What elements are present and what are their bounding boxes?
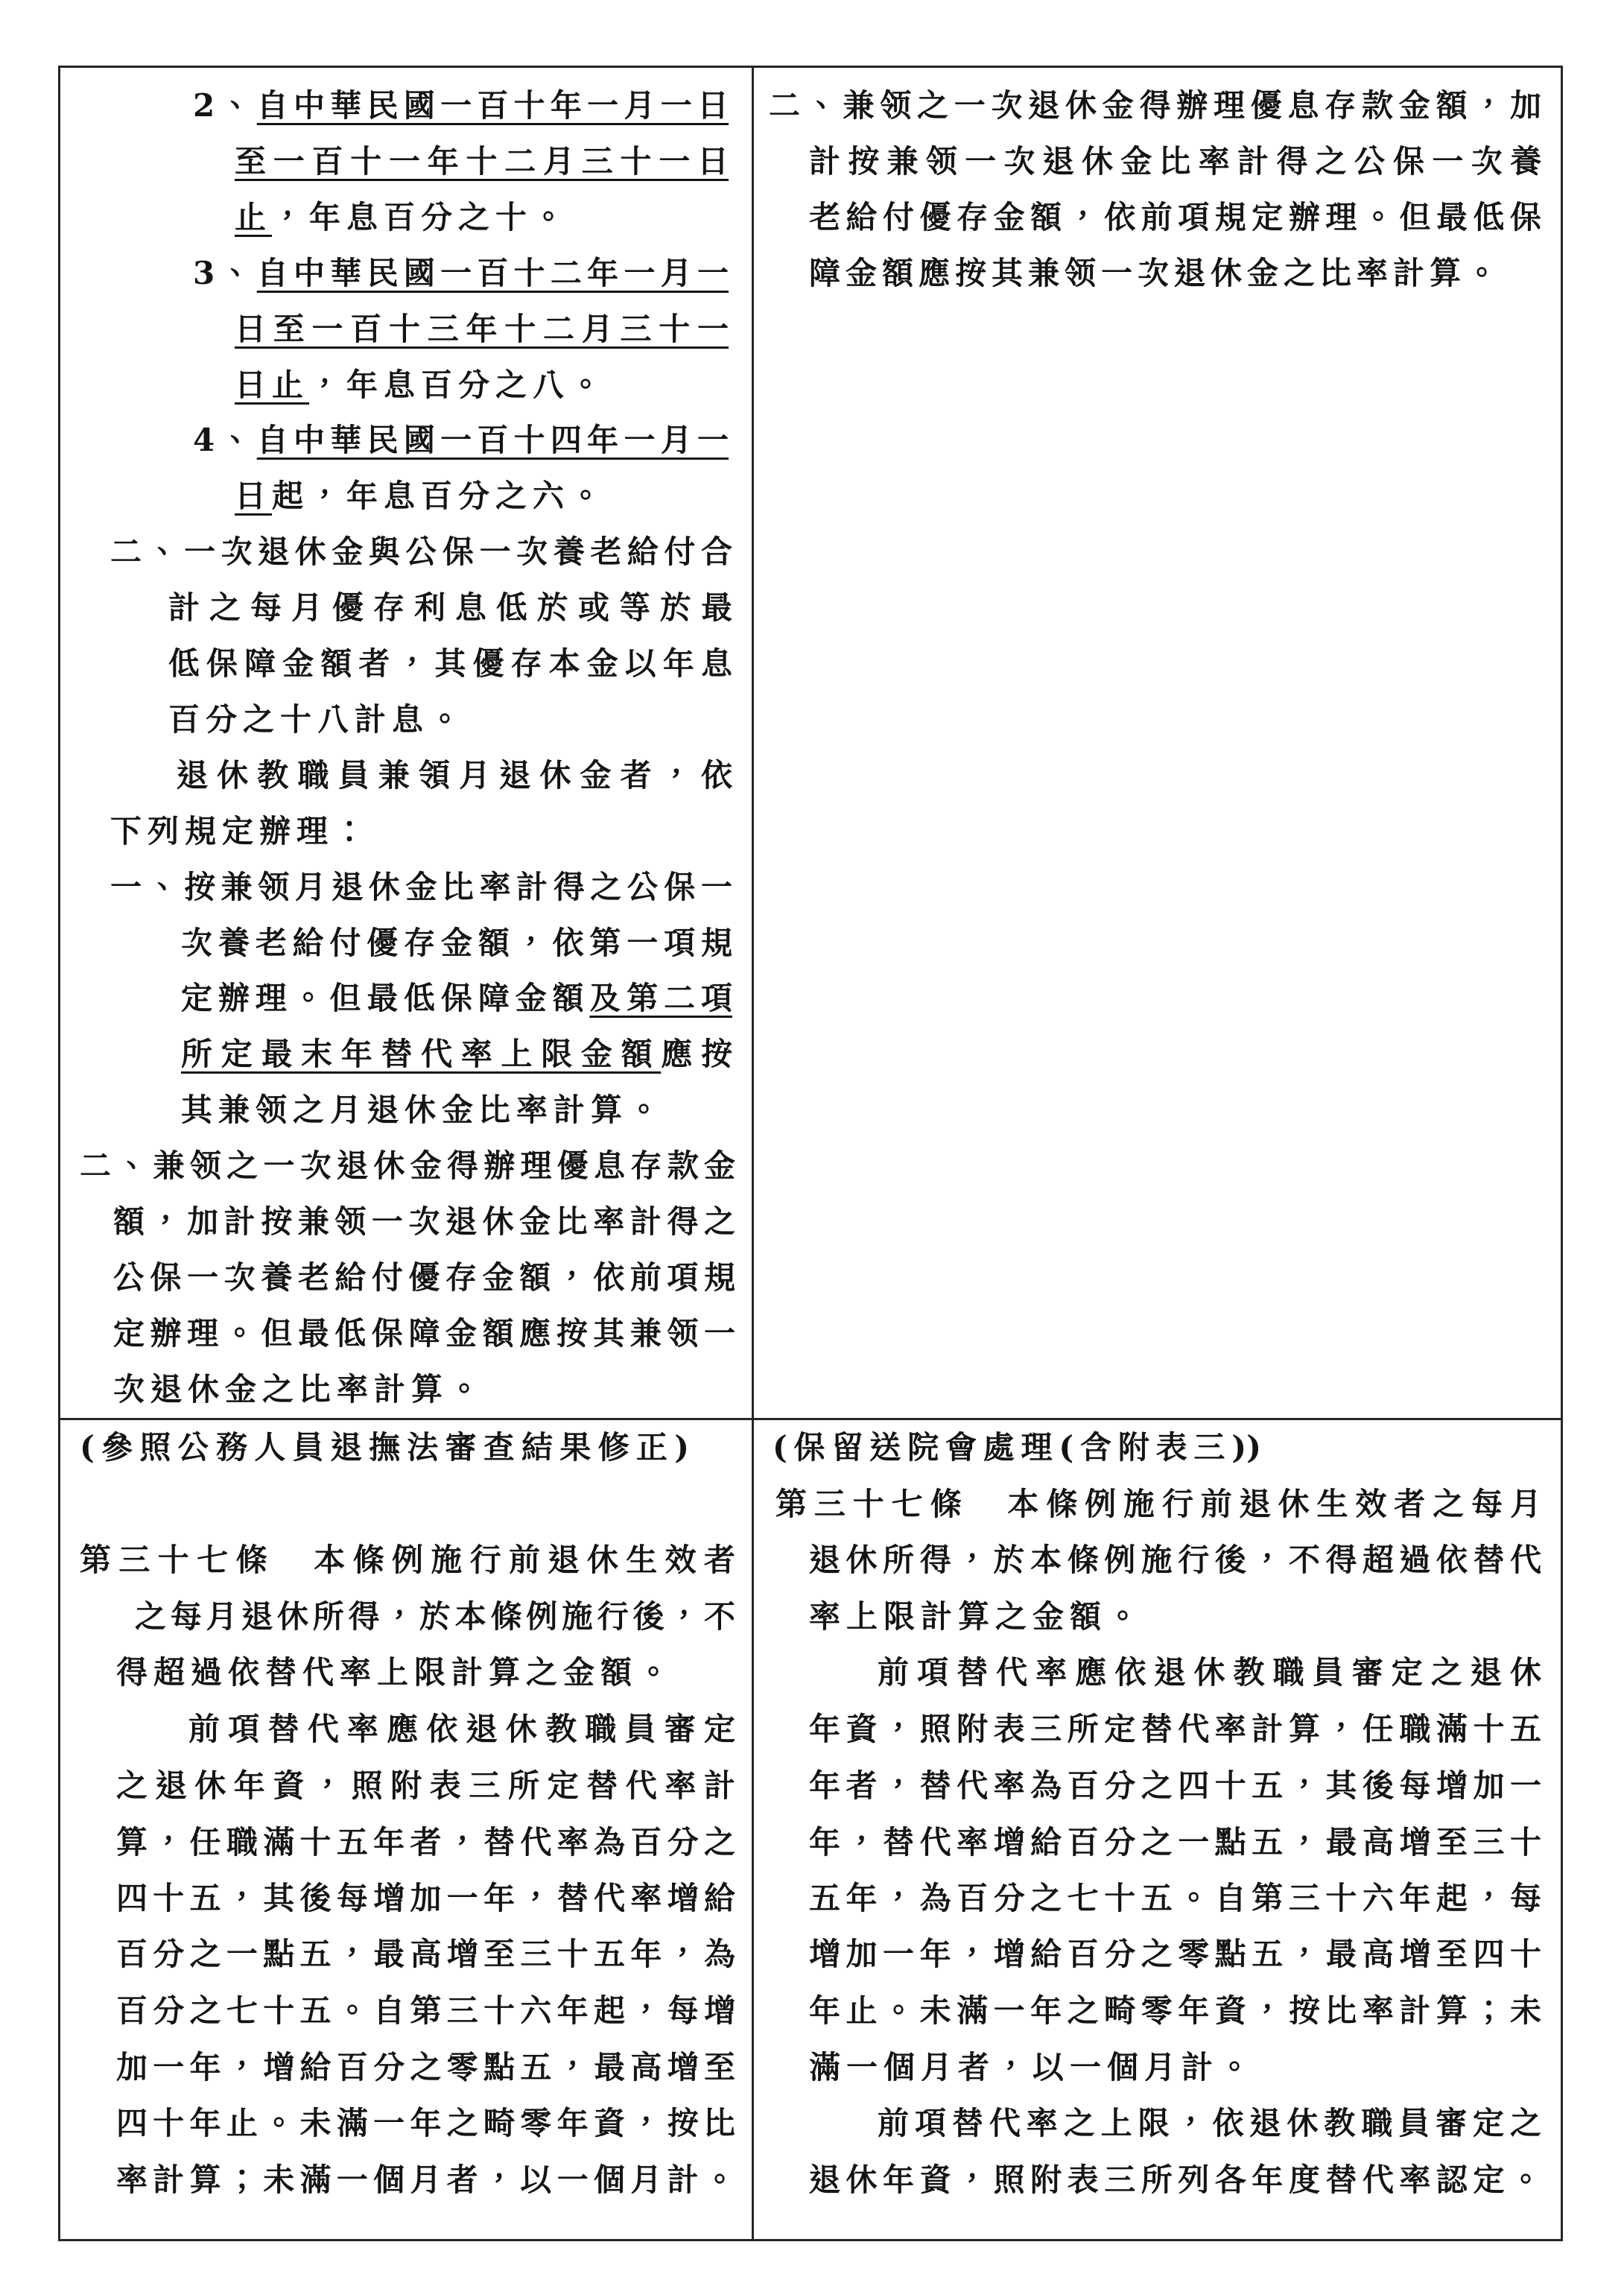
text-line — [181, 1027, 732, 1082]
text-line: 年者，替代率為百分之四十五，其後每增加一 — [809, 1767, 1541, 1804]
underlined-text: 及第二項 — [589, 980, 732, 1016]
text-line: 四十年止。未滿一年之畸零年資，按比 — [116, 2105, 735, 2141]
text-line: 低保障金額者，其優存本金以年息 — [168, 645, 732, 682]
text-line: 次養老給付優存金額，依第一項規 — [181, 925, 732, 961]
text-line: 年，替代率增給百分之一點五，最高增至三十 — [809, 1824, 1541, 1860]
text-line: 前項替代率之上限，依退休教職員審定之 — [878, 2105, 1541, 2141]
text-line: 退休所得，於本條例施行後，不得超過依替代 — [809, 1542, 1541, 1578]
underlined-text: 日至一百十三年十二月三十一 — [235, 311, 729, 347]
plain-text: ，年息百分之十。 — [272, 199, 571, 235]
article-heading-line: 第三十七條 本條例施行前退休生效者之每月 — [775, 1486, 1541, 1522]
item-number: 3、 — [193, 255, 257, 291]
plain-text: ，年息百分之八。 — [309, 367, 608, 403]
text-line — [235, 134, 729, 189]
text-line: 增加一年，增給百分之零點五，最高增至四十 — [809, 1936, 1541, 1972]
text-line: 算，任職滿十五年者，替代率為百分之 — [116, 1824, 735, 1860]
text-line: 計之每月優存利息低於或等於最 — [168, 589, 732, 626]
text-line — [193, 413, 729, 468]
text-line: 老給付優存金額，依前項規定辦理。但最低保 — [809, 199, 1541, 235]
text-line: 之每月退休所得，於本條例施行後，不 — [135, 1598, 735, 1635]
item-number: 4、 — [193, 422, 257, 458]
text-line: 一、按兼领月退休金比率計得之公保一 — [110, 869, 732, 905]
text-line: 五年，為百分之七十五。自第三十六年起，每 — [809, 1880, 1541, 1916]
text-line: 額，加計按兼领一次退休金比率計得之 — [113, 1203, 735, 1240]
text-line: 年資，照附表三所定替代率計算，任職滿十五 — [809, 1711, 1541, 1747]
text-line: 年止。未滿一年之畸零年資，按比率計算；未 — [809, 1992, 1541, 2029]
text-line — [193, 246, 729, 301]
underlined-text: 止 — [235, 199, 273, 235]
table-cell-top-left — [58, 66, 752, 1419]
text-line — [181, 971, 732, 1026]
underlined-text: 日止 — [235, 367, 310, 403]
cell-note: (保留送院會處理(含附表三)) — [773, 1429, 1261, 1466]
text-line: 百分之七十五。自第三十六年起，每增 — [116, 1992, 735, 2029]
underlined-text: 自中華民國一百十年一月一日 — [256, 87, 729, 124]
text-line: 之退休年資，照附表三所定替代率計 — [116, 1767, 735, 1804]
text-line — [235, 469, 607, 524]
text-line: 公保一次養老給付優存金額，依前項規 — [113, 1259, 735, 1296]
underlined-text: 自中華民國一百十四年一月一 — [256, 422, 729, 458]
underlined-text: 至一百十一年十二月三十一日 — [235, 143, 729, 180]
underlined-text: 所定最末年替代率上限金額 — [181, 1036, 662, 1072]
text-line: 計按兼领一次退休金比率計得之公保一次養 — [809, 143, 1541, 180]
text-line — [193, 78, 729, 133]
text-line: 百分之一點五，最高增至三十五年，為 — [116, 1936, 735, 1972]
text-line — [235, 302, 729, 357]
item-number: 2、 — [193, 87, 257, 124]
text-line: 四十五，其後每增加一年，替代率增給 — [116, 1880, 735, 1916]
text-line: 二、一次退休金與公保一次養老給付合 — [110, 533, 732, 570]
text-line: 障金額應按其兼领一次退休金之比率計算。 — [809, 255, 1503, 291]
cell-note: (參照公務人員退撫法審查結果修正) — [80, 1429, 689, 1466]
text-line: 次退休金之比率計算。 — [113, 1371, 486, 1407]
text-line: 滿一個月者，以一個月計。 — [809, 2049, 1257, 2086]
underlined-text: 日 — [235, 478, 273, 514]
table-cell-bottom-left — [58, 1419, 752, 2241]
text-line: 前項替代率應依退休教職員審定 — [188, 1711, 735, 1747]
text-line: 下列規定辦理： — [110, 813, 372, 849]
text-line: 百分之十八計息。 — [168, 701, 467, 738]
table-cell-top-right — [752, 66, 1563, 1419]
text-line: 退休年資，照附表三所列各年度替代率認定。 — [809, 2162, 1541, 2198]
text-line — [235, 190, 570, 245]
plain-text: 定辦理。但最低保障金額 — [181, 980, 590, 1016]
text-line: 前項替代率應依退休教職員審定之退休 — [878, 1654, 1541, 1691]
text-line: 其兼领之月退休金比率計算。 — [181, 1092, 666, 1128]
text-line: 加一年，增給百分之零點五，最高增至 — [116, 2049, 735, 2086]
text-line: 二、兼领之一次退休金得辦理優息存款金 — [80, 1147, 735, 1184]
plain-text: 起，年息百分之六。 — [272, 478, 608, 514]
text-line: 得超過依替代率上限計算之金額。 — [116, 1654, 676, 1691]
text-line: 定辦理。但最低保障金額應按其兼领一 — [113, 1315, 735, 1352]
article-heading-line: 第三十七條 本條例施行前退休生效者 — [80, 1542, 735, 1578]
text-line: 率上限計算之金額。 — [809, 1598, 1145, 1635]
text-line — [235, 358, 607, 413]
table-cell-bottom-right — [752, 1419, 1563, 2241]
text-line: 二、兼领之一次退休金得辦理優息存款金額，加 — [769, 87, 1541, 124]
text-line: 退休教職員兼領月退休金者，依 — [177, 757, 732, 794]
text-line: 率計算；未滿一個月者，以一個月計。 — [116, 2162, 735, 2198]
plain-text: 應按 — [661, 1036, 732, 1072]
underlined-text: 自中華民國一百十二年一月一 — [256, 255, 729, 291]
